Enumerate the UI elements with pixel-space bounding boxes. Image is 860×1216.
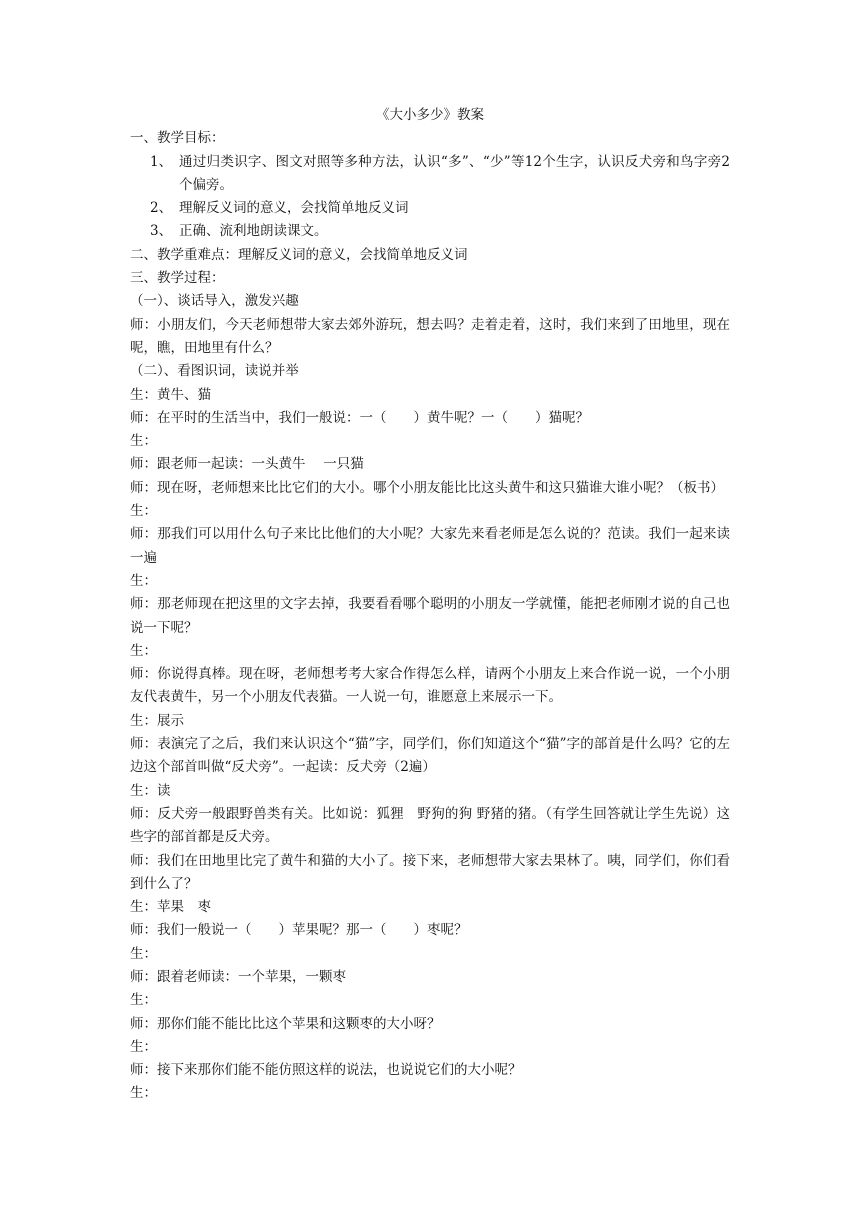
- part-heading-intro: （一）、谈话导入，激发兴趣: [130, 293, 299, 310]
- dialogue-line: 生：: [130, 642, 157, 659]
- dialogue-line: 师：那我们可以用什么句子来比比他们的大小呢？大家先来看老师是怎么说的？范读。我们一起来读一遍: [130, 526, 730, 566]
- dialogue-line: 师：你说得真棒。现在呀，老师想考考大家合作得怎么样，请两个小朋友上来合作说一说，一个小朋友代表黄牛，另一个小朋友代表猫。一人说一句，谁愿意上来展示一下。: [130, 666, 730, 706]
- goal-text: 理解反义词的意义，会找简单地反义词: [179, 200, 409, 217]
- dialogue-line: 师：跟着老师读：一个苹果，一颗枣: [130, 968, 346, 985]
- dialogue-line: 师：小朋友们，今天老师想带大家去郊外游玩，想去吗？走着走着，这时，我们来到了田地里，现在呢，瞧，田地里有什么？: [130, 316, 730, 356]
- dialogue-line: 生：: [130, 433, 157, 450]
- goal-number: 3、: [150, 223, 173, 240]
- dialogue-line: 师：反犬旁一般跟野兽类有关。比如说：狐狸 野狗的狗 野猪的猪。（有学生回答就让学生先说）这些字的部首都是反犬旁。: [130, 805, 730, 846]
- goal-text: 通过归类识字、图文对照等多种方法，认识“多”、“少”等12个生字，认识反犬旁和鸟字旁2个偏旁。: [179, 153, 730, 193]
- dialogue-line: 生：: [130, 572, 157, 589]
- dialogue-line: 师：那老师现在把这里的文字去掉，我要看看哪个聪明的小朋友一学就懂，能把老师刚才说的自己也说一下呢？: [130, 596, 730, 636]
- dialogue-line: 师：我们一般说一（ ）苹果呢？那一（ ）枣呢？: [130, 922, 468, 939]
- dialogue-line: 师：跟老师一起读：一头黄牛 一只猫: [130, 456, 364, 473]
- goal-item: [130, 220, 730, 243]
- dialogue-line: 生：展示: [130, 712, 184, 729]
- document-title: 《大小多少》教案: [376, 107, 484, 123]
- dialogue-line: 师：表演完了之后，我们来认识这个“猫”字，同学们，你们知道这个“猫”字的部首是什么吗？它的左边这个部首叫做“反犬旁”。一起读：反犬旁（2遍）: [130, 736, 730, 776]
- section-heading-key-points: 二、教学重难点：理解反义词的意义，会找简单地反义词: [130, 246, 468, 263]
- dialogue-line: 生：: [130, 945, 157, 962]
- goal-number: 1、: [150, 153, 173, 170]
- goal-item: [130, 151, 730, 198]
- dialogue-line: 师：我们在田地里比完了黄牛和猫的大小了。接下来，老师想带大家去果林了。咦，同学们，你们看到什么了？: [130, 852, 730, 892]
- dialogue-line: 生：读: [130, 782, 171, 799]
- dialogue-line: 生：: [130, 992, 157, 1009]
- section-heading-process: 三、教学过程：: [130, 270, 225, 287]
- dialogue-line: 师：那你们能不能比比这个苹果和这颗枣的大小呀？: [130, 1015, 441, 1032]
- dialogue-line: 生：黄牛、猫: [130, 386, 211, 403]
- dialogue-line: 生：苹果 枣: [130, 899, 211, 916]
- dialogue-line: 生：: [130, 1085, 157, 1102]
- goal-text: 正确、流利地朗读课文。: [179, 223, 328, 240]
- goal-item: [130, 197, 730, 220]
- document-body: [130, 104, 730, 1106]
- goal-number: 2、: [150, 200, 173, 217]
- part-heading-picture-words: （二）、看图识词，读说并举: [130, 363, 299, 380]
- dialogue-line: 生：: [130, 1038, 157, 1055]
- section-heading-goals: 一、教学目标：: [130, 130, 225, 147]
- dialogue-line: 生：: [130, 503, 157, 520]
- dialogue-line: 师：接下来那你们能不能仿照这样的说法，也说说它们的大小呢？: [130, 1062, 522, 1079]
- dialogue-line: 师：现在呀，老师想来比比它们的大小。哪个小朋友能比比这头黄牛和这只猫谁大谁小呢？（板书）: [130, 479, 724, 496]
- dialogue-line: 师：在平时的生活当中，我们一般说：一（ ）黄牛呢？一（ ）猫呢？: [130, 409, 589, 426]
